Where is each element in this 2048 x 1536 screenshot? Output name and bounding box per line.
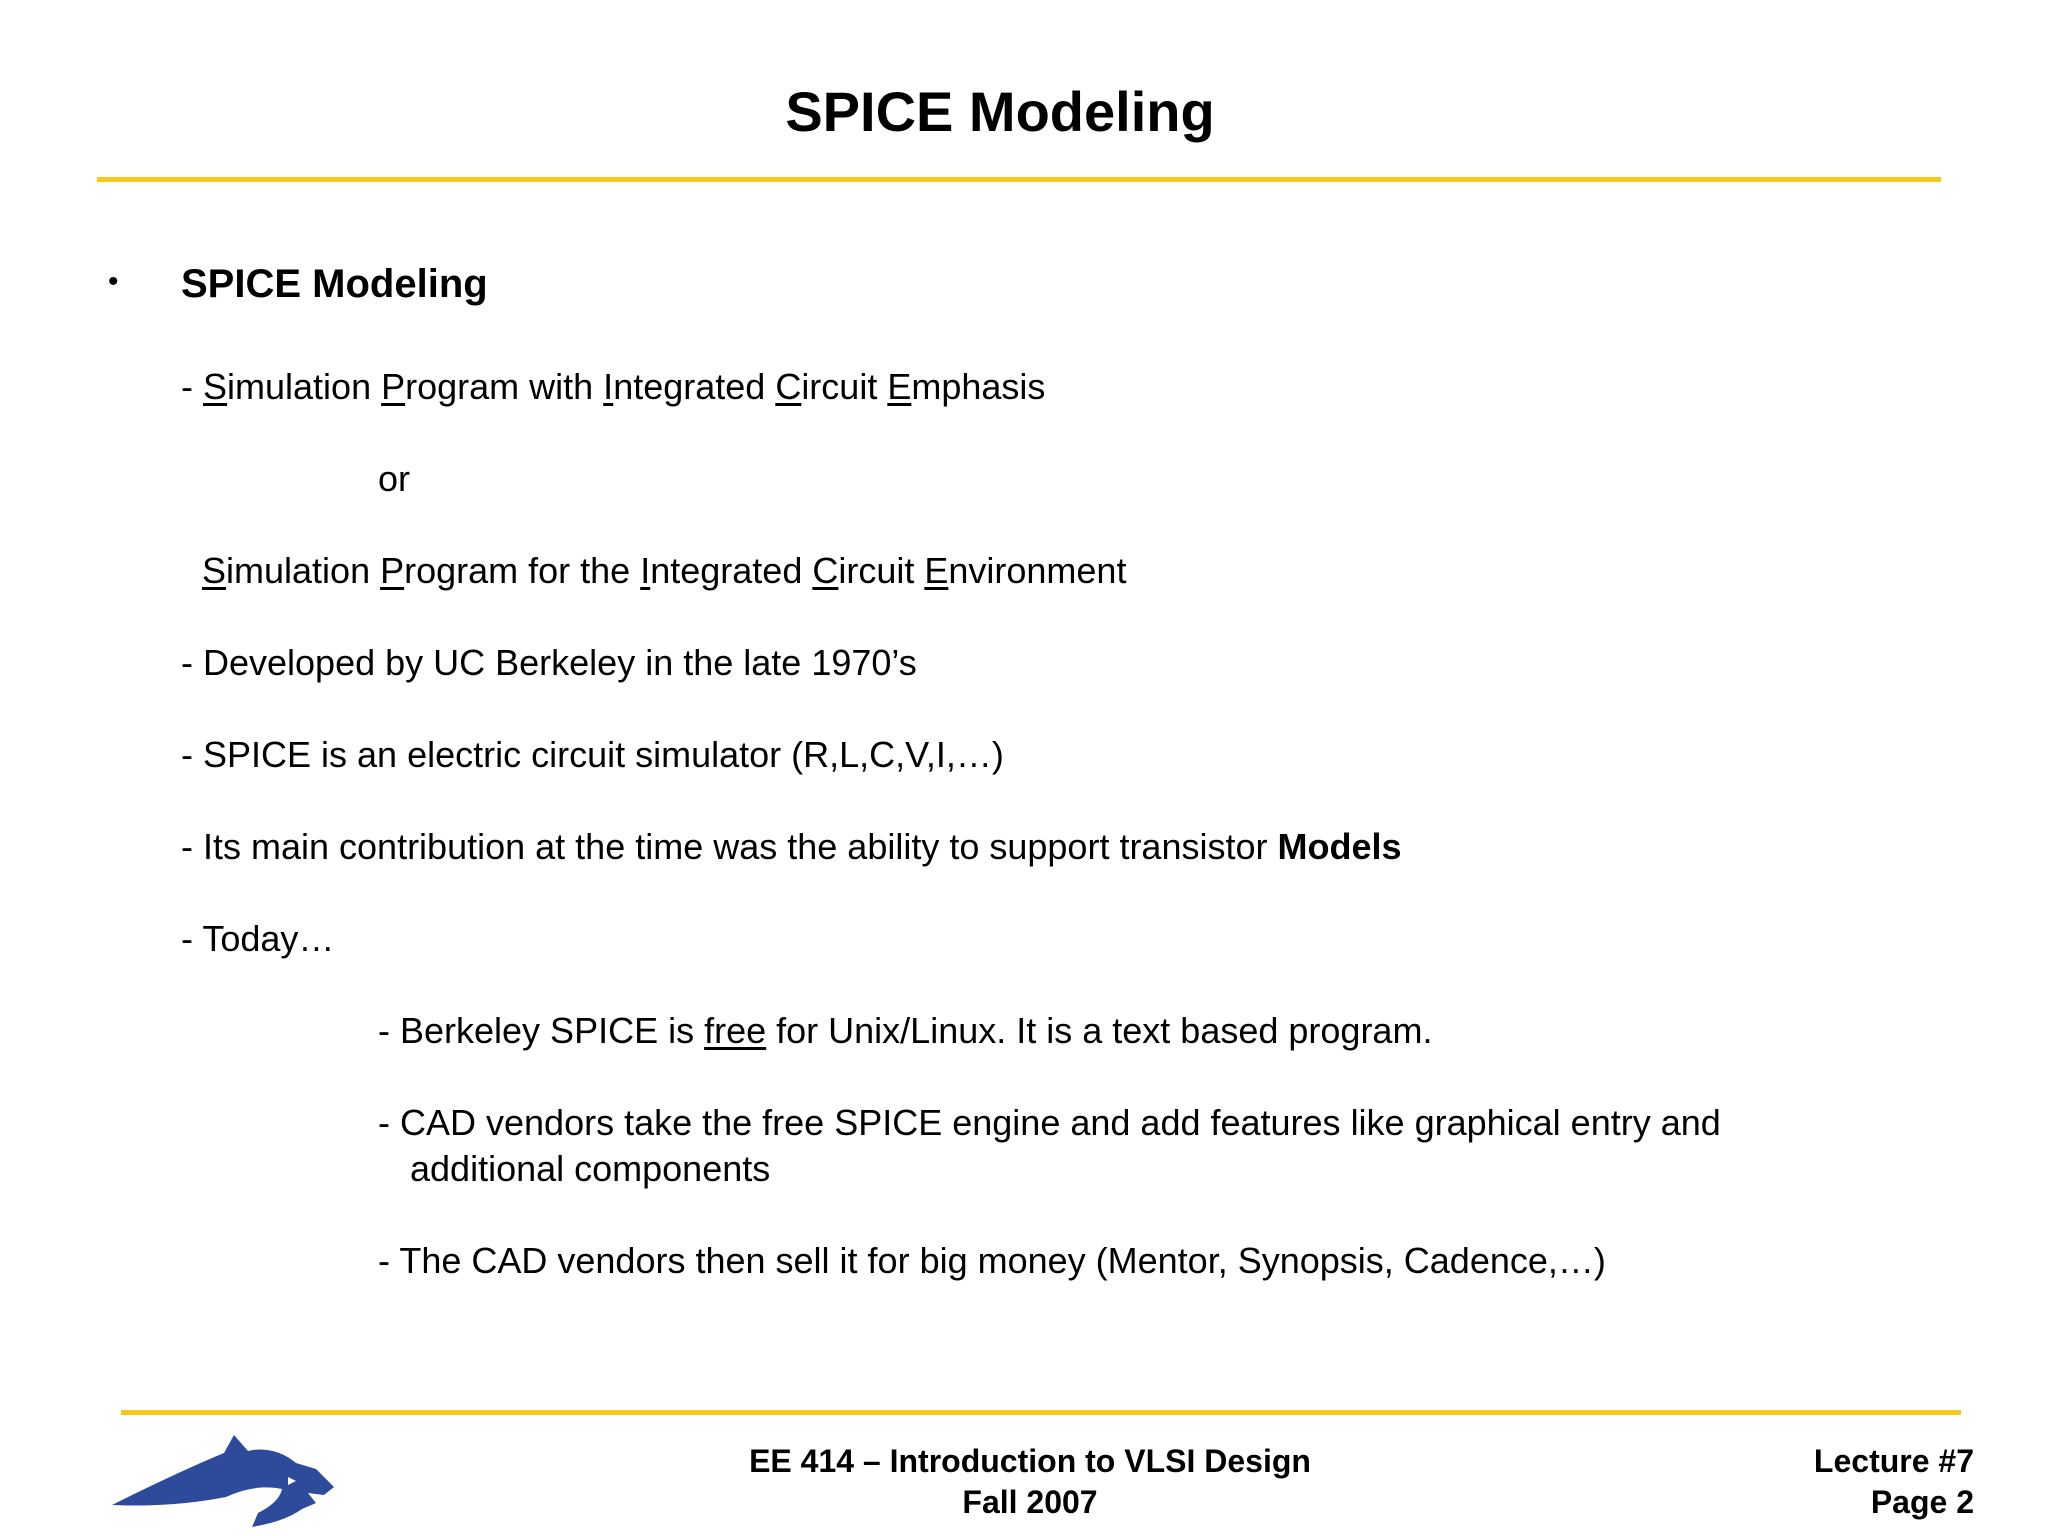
page-number: Page 2: [1870, 1484, 1974, 1520]
berkeley-text-end: for Unix/Linux. It is a text based program.: [766, 1010, 1433, 1051]
acronym-line-2: [202, 549, 1126, 593]
acronym-letter: I: [640, 550, 651, 591]
acronym-word: imulation: [226, 550, 381, 591]
footer-lecture: [1814, 1441, 1974, 1523]
footer-course: [630, 1441, 1430, 1523]
acronym-letter: E: [924, 550, 949, 591]
cad-line-1: - CAD vendors take the free SPICE engine and add features like graphical entry and: [378, 1102, 1721, 1143]
acronym-letter: S: [203, 366, 228, 407]
bobcat-logo-icon: [112, 1423, 340, 1531]
acronym-letter: P: [380, 550, 405, 591]
simulator-line: - SPICE is an electric circuit simulator (R,L,C,V,I,…): [181, 734, 1004, 775]
acronym-word: ircuit: [801, 366, 888, 407]
berkeley-text: - Berkeley SPICE is: [378, 1010, 705, 1051]
slide-title: SPICE Modeling: [785, 80, 1215, 143]
acronym-word: ntegrated: [613, 366, 776, 407]
today-line: - Today…: [181, 918, 335, 959]
cad-line-2: additional components: [410, 1148, 771, 1189]
acronym-letter: C: [812, 550, 839, 591]
acronym-letter: I: [603, 366, 614, 407]
acronym-word: imulation: [227, 366, 382, 407]
free-emphasis: free: [704, 1010, 767, 1051]
acronym-letter: C: [775, 366, 802, 407]
contribution-emphasis: Models: [1277, 826, 1402, 867]
acronym-word: mphasis: [911, 366, 1046, 407]
acronym-word: rogram with: [405, 366, 604, 407]
course-title: EE 414 – Introduction to VLSI Design: [749, 1443, 1311, 1479]
footer-divider: [121, 1410, 1961, 1415]
contribution-text: - Its main contribution at the time was the ability to support transistor: [181, 826, 1278, 867]
acronym-word: ntegrated: [650, 550, 813, 591]
acronym-letter: E: [887, 366, 912, 407]
developed-line: - Developed by UC Berkeley in the late 1970’s: [181, 642, 917, 683]
course-term: Fall 2007: [962, 1484, 1098, 1520]
bullet-point: •: [108, 265, 119, 298]
acronym-prefix: -: [181, 366, 203, 407]
title-divider: [97, 177, 1941, 182]
acronym-letter: P: [381, 366, 406, 407]
acronym-word: ircuit: [838, 550, 925, 591]
acronym-line-1: [181, 365, 1045, 409]
lecture-number: Lecture #7: [1813, 1443, 1974, 1479]
section-heading: SPICE Modeling: [181, 262, 488, 306]
acronym-word: nvironment: [948, 550, 1127, 591]
or-text: or: [378, 458, 411, 499]
contribution-line: [181, 825, 1402, 869]
vendors-line: - The CAD vendors then sell it for big money (Mentor, Synopsis, Cadence,…): [378, 1240, 1606, 1281]
berkeley-line: [378, 1009, 1432, 1053]
logo-shape: [112, 1435, 334, 1527]
acronym-letter: S: [202, 550, 227, 591]
acronym-word: rogram for the: [404, 550, 641, 591]
